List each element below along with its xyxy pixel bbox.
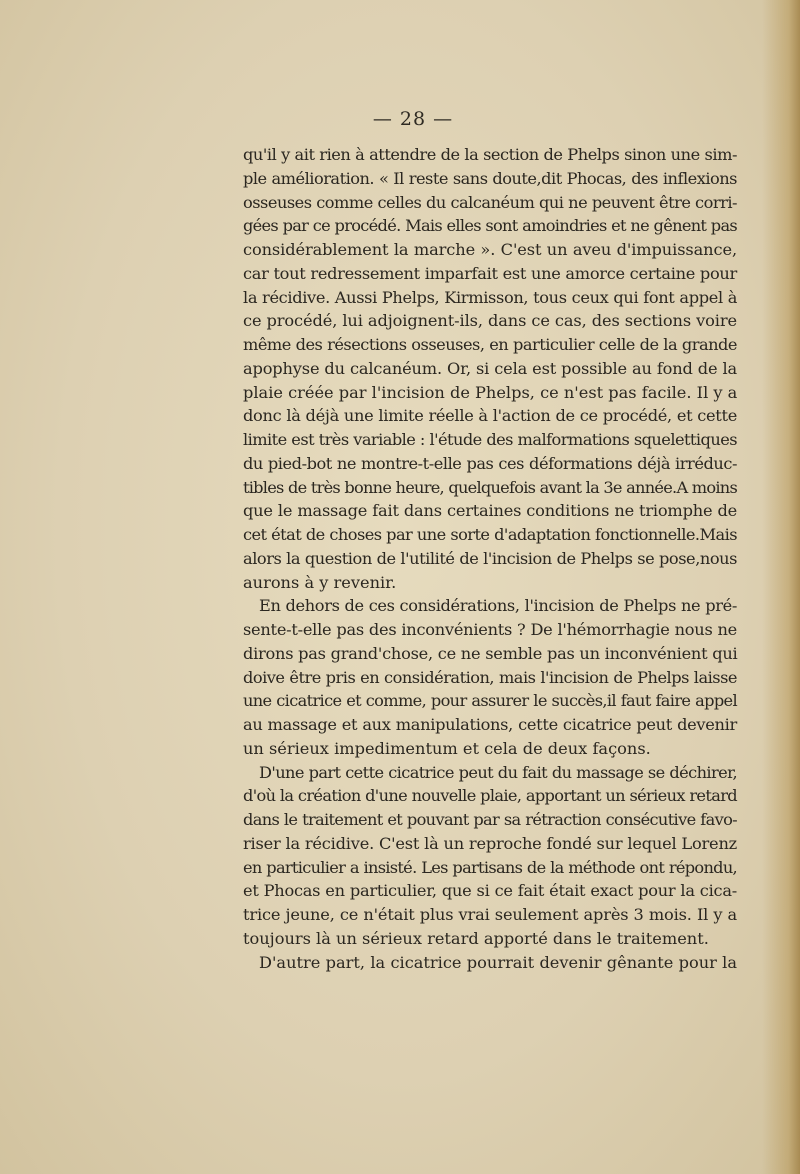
page-number: — 28 — [372,108,454,130]
text-line: sente-t-elle pas des inconvénients ? De l'hémorrhagie nous ne [243,620,737,639]
text-line: car tout redressement imparfait est une amorce certaine pour [243,263,737,283]
text-line: alors la question de l'utilité de l'incision de Phelps se pose,nous [243,548,737,568]
text-line: riser la récidive. C'est là un reproche fondé sur lequel Lorenz [243,833,737,853]
text-line: que le massage fait dans certaines conditions ne triomphe de [243,501,737,521]
text-line: du pied-bot ne montre-t-elle pas ces déformations déjà irréduc- [243,453,737,473]
text-line: au massage et aux manipulations, cette cicatrice peut devenir [243,715,737,734]
text-line: doive être pris en considération, mais l'incision de Phelps laisse [243,667,737,687]
text-line: ce procédé, lui adjoignent-ils, dans ce cas, des sections voire [243,311,737,331]
text-line: la récidive. Aussi Phelps, Kirmisson, tous ceux qui font appel à [243,287,737,307]
text-line: dans le traitement et pouvant par sa rétraction consécutive favo- [243,810,737,829]
text-line: gées par ce procédé. Mais elles sont amoindries et ne gênent pas [243,216,737,236]
page-edge-shadow [762,0,800,1174]
text-line: cet état de choses par une sorte d'adaptation fonctionnelle.Mais [243,525,737,544]
text-line: En dehors de ces considérations, l'incision de Phelps ne pré- [259,596,737,616]
text-line: même des résections osseuses, en particulier celle de la grande [243,335,737,354]
text-line: aurons à y revenir. [243,572,397,592]
text-line: plaie créée par l'incision de Phelps, ce n'est pas facile. Il y a [243,382,738,402]
text-line: un sérieux impedimentum et cela de deux façons. [243,738,651,758]
text-line: d'où la création d'une nouvelle plaie, apportant un sérieux retard [243,786,738,806]
text-line: D'autre part, la cicatrice pourrait devenir gênante pour la [259,952,737,972]
text-line: ple amélioration. « Il reste sans doute,dit Phocas, des inflexions [243,168,737,188]
text-line: limite est très variable : l'étude des malformations squelettiques [243,430,737,449]
text-line: tibles de très bonne heure, quelquefois avant la 3e année.A moins [243,477,738,497]
text-line: et Phocas en particulier, que si ce fait était exact pour la cica- [243,881,737,901]
text-line: dirons pas grand'chose, ce ne semble pas un inconvénient qui [243,643,738,663]
text-line: trice jeune, ce n'était plus vrai seulement après 3 mois. Il y a [243,905,737,924]
text-line: qu'il y ait rien à attendre de la section de Phelps sinon une sim- [243,145,737,164]
text-line: apophyse du calcanéum. Or, si cela est possible au fond de la [243,358,737,378]
text-line: en particulier a insisté. Les partisans de la méthode ont répondu, [243,857,737,877]
text-line: osseuses comme celles du calcanéum qui ne peuvent être corri- [243,192,737,212]
text-line: toujours là un sérieux retard apporté dans le traitement. [243,928,709,948]
text-line: donc là déjà une limite réelle à l'action de ce procédé, et cette [243,406,737,426]
text-line: considérablement la marche ». C'est un aveu d'impuissance, [243,240,737,259]
body-text [243,143,737,974]
text-line: D'une part cette cicatrice peut du fait du massage se déchirer, [259,762,737,782]
text-line: une cicatrice et comme, pour assurer le succès,il faut faire appel [243,691,737,711]
